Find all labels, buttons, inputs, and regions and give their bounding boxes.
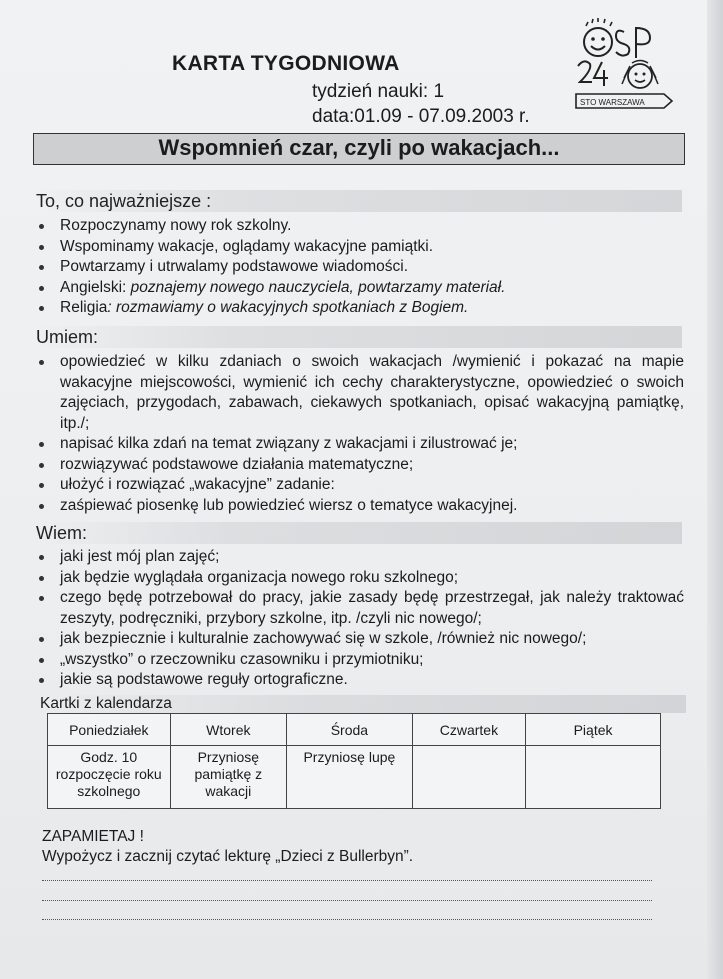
list-item: czego będę potrzebował do pracy, jakie zasady będę przestrzegał, jak należy traktować zeszyty, podręczniki, przybory szkolne, itp. /czyli nic nowego/; <box>36 588 684 629</box>
list-item: Rozpoczynamy nowy rok szkolny. <box>36 216 684 237</box>
list-item: jak bezpiecznie i kulturalnie zachowywać się w szkole, /również nic nowego/; <box>36 629 684 650</box>
list-item: „wszystko” o rzeczowniku czasowniku i przymiotniku; <box>36 650 684 671</box>
list-item: ułożyć i rozwiązać „wakacyjne” zadanie: <box>36 475 684 496</box>
remember-text: Wypożycz i zacznij czytać lekturę „Dzieci z Bullerbyn”. <box>42 848 414 865</box>
writing-line <box>42 900 652 901</box>
list-item: napisać kilka zdań na temat związany z wakacjami i zilustrować je; <box>36 434 684 455</box>
list-item: jaki jest mój plan zajęć; <box>36 547 684 568</box>
section-heading-important: To, co najważniejsze : <box>36 190 682 212</box>
day-entry: Przyniosę pamiątkę z wakacji <box>170 746 286 809</box>
list-item: rozwiązywać podstawowe działania matematyczne; <box>36 455 684 476</box>
writing-line <box>42 919 652 920</box>
remember-heading: ZAPAMIETAJ ! <box>42 828 144 845</box>
section-heading-wiem: Wiem: <box>36 522 682 544</box>
worksheet-title: KARTA TYGODNIOWA <box>172 52 400 75</box>
day-entry <box>526 746 661 809</box>
calendar-heading: Kartki z kalendarza <box>40 695 686 713</box>
day-entry <box>412 746 525 809</box>
list-item: opowiedzieć w kilku zdaniach o swoich wakacjach /wymienić i pokazać na mapie wakacyjne miejscowości, wymienić ich cechy charakterystyczne, opowiedzieć o swoich zajęciach, przygodach, zabawach, ciekawych spotkaniach, opisać wakacyjną pamiątkę, itp./; <box>36 352 684 434</box>
list-item: Powtarzamy i utrwalamy podstawowe wiadomości. <box>36 257 684 278</box>
list-item: jak będzie wyglądała organizacja nowego roku szkolnego; <box>36 568 684 589</box>
important-list <box>36 216 684 319</box>
day-header: Piątek <box>526 714 661 746</box>
day-entry: Godz. 10 rozpoczęcie roku szkolnego <box>48 746 171 809</box>
list-item: Religia: rozmawiamy o wakacyjnych spotkaniach z Bogiem. <box>36 298 684 319</box>
day-header: Poniedziałek <box>48 714 171 746</box>
date-range: data:01.09 - 07.09.2003 r. <box>312 106 530 127</box>
list-item: zaśpiewać piosenkę lub powiedzieć wiersz o tematyce wakacyjnej. <box>36 496 684 517</box>
skills-list <box>36 352 684 516</box>
list-item: Wspominamy wakacje, oglądamy wakacyjne pamiątki. <box>36 237 684 258</box>
writing-line <box>42 880 652 881</box>
day-header: Wtorek <box>170 714 286 746</box>
page-edge <box>707 0 723 979</box>
week-number: tydzień nauki: 1 <box>312 81 445 102</box>
week-theme-banner: Wspomnień czar, czyli po wakacjach... <box>33 133 685 165</box>
knowledge-list <box>36 547 684 691</box>
school-logo-icon <box>574 14 678 114</box>
day-header: Środa <box>287 714 413 746</box>
section-heading-umiem: Umiem: <box>36 326 682 348</box>
list-item: Angielski: poznajemy nowego nauczyciela, powtarzamy materiał. <box>36 278 684 299</box>
table-header-row <box>48 714 661 746</box>
table-row <box>48 746 661 809</box>
day-entry: Przyniosę lupę <box>287 746 413 809</box>
day-header: Czwartek <box>412 714 525 746</box>
calendar-table <box>47 713 661 809</box>
logo-text: STO WARSZAWA <box>580 98 645 107</box>
list-item: jakie są podstawowe reguły ortograficzne. <box>36 670 684 691</box>
